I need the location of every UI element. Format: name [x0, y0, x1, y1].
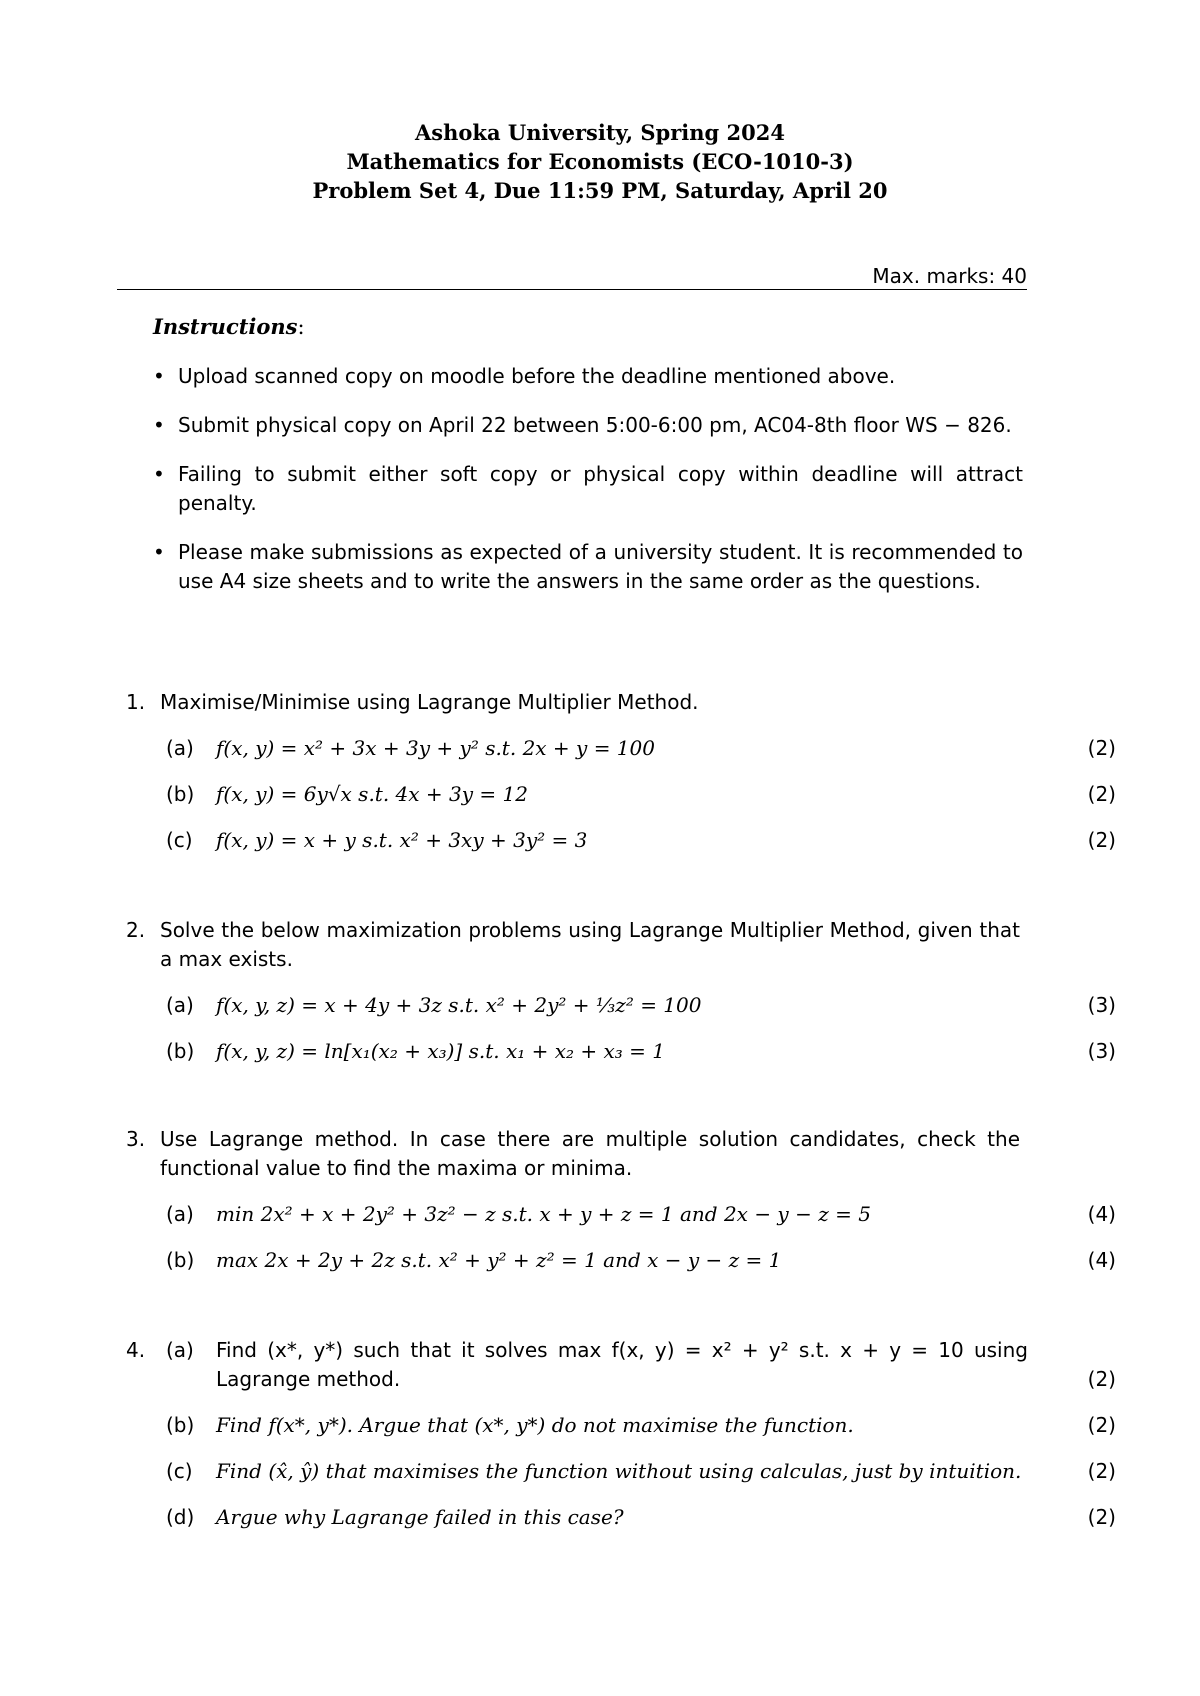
question-part	[166, 734, 1116, 763]
part-text: f(x, y, z) = x + 4y + 3z s.t. x² + 2y² + ⅓z² = 100	[216, 993, 702, 1017]
instruction-item: • Upload scanned copy on moodle before the deadline mentioned above.	[153, 362, 1023, 391]
question-part	[166, 991, 1116, 1020]
part-points: (3)	[1087, 1039, 1116, 1063]
question-number: 1.	[126, 690, 146, 714]
question-part	[166, 826, 1116, 855]
part-text: max 2x + 2y + 2z s.t. x² + y² + z² = 1 and x − y − z = 1	[216, 1248, 782, 1272]
part-label: (b)	[166, 1248, 195, 1272]
part-points: (2)	[1087, 828, 1116, 852]
part-points: (4)	[1087, 1202, 1116, 1226]
instruction-item: • Submit physical copy on April 22 between 5:00-6:00 pm, AC04-8th floor WS − 826.	[153, 411, 1023, 440]
question-part	[166, 1037, 1116, 1066]
question-part	[166, 1411, 1116, 1440]
part-points: (2)	[1087, 1413, 1116, 1437]
question-stem: Maximise/Minimise using Lagrange Multiplier Method.	[160, 690, 699, 714]
part-label: (b)	[166, 1413, 195, 1437]
part-label: (d)	[166, 1505, 195, 1529]
question-number: 4.	[126, 1338, 146, 1362]
question-part	[166, 1503, 1116, 1532]
part-points: (3)	[1087, 993, 1116, 1017]
question-3	[126, 1125, 1116, 1275]
part-label: (a)	[166, 736, 194, 760]
header-university: Ashoka University, Spring 2024	[415, 120, 785, 145]
part-text: f(x, y) = x² + 3x + 3y + y² s.t. 2x + y = 100	[216, 736, 655, 760]
part-points: (2)	[1087, 782, 1116, 806]
header-course: Mathematics for Economists (ECO-1010-3)	[346, 149, 854, 174]
part-label: (c)	[166, 828, 193, 852]
question-stem: Use Lagrange method. In case there are multiple solution candidates, check the functional value to find the maxima or minima.	[160, 1127, 1020, 1180]
question-stem: Solve the below maximization problems using Lagrange Multiplier Method, given that a max exists.	[160, 918, 1020, 971]
part-text: f(x, y) = x + y s.t. x² + 3xy + 3y² = 3	[216, 828, 588, 852]
question-part	[166, 1457, 1116, 1486]
part-text: f(x, y, z) = ln[x₁(x₂ + x₃)] s.t. x₁ + x₂ + x₃ = 1	[216, 1039, 665, 1063]
instructions-heading: Instructions:	[153, 314, 305, 339]
part-points: (4)	[1087, 1248, 1116, 1272]
part-points: (2)	[1087, 736, 1116, 760]
part-points: (2)	[1087, 1367, 1116, 1391]
part-points: (2)	[1087, 1459, 1116, 1483]
question-part	[166, 780, 1116, 809]
header-problem-set: Problem Set 4, Due 11:59 PM, Saturday, April 20	[312, 178, 888, 203]
part-label: (c)	[166, 1459, 193, 1483]
question-part	[166, 1246, 1116, 1275]
question-part	[166, 1200, 1116, 1229]
part-label: (a)	[166, 1338, 194, 1362]
question-1	[126, 688, 1116, 855]
part-label: (b)	[166, 1039, 195, 1063]
part-text: Find (x̂, ŷ) that maximises the function without using calculas, just by intuition.	[216, 1459, 1022, 1483]
part-text: Argue why Lagrange failed in this case?	[216, 1505, 624, 1529]
part-label: (b)	[166, 782, 195, 806]
instruction-item: • Please make submissions as expected of a university student. It is recommended to use A4 size sheets and to write the answers in the same order as the questions.	[153, 538, 1023, 596]
question-number: 2.	[126, 918, 146, 942]
question-2	[126, 916, 1116, 1066]
part-label: (a)	[166, 993, 194, 1017]
question-number: 3.	[126, 1127, 146, 1151]
part-text: Find (x*, y*) such that it solves max f(x, y) = x² + y² s.t. x + y = 10 using Lagrange method.	[216, 1338, 1028, 1391]
instructions-list	[153, 362, 1023, 616]
question-part	[166, 1336, 1116, 1394]
question-4	[126, 1336, 1116, 1532]
part-label: (a)	[166, 1202, 194, 1226]
instruction-item: • Failing to submit either soft copy or physical copy within deadline will attract penalty.	[153, 460, 1023, 518]
part-text: min 2x² + x + 2y² + 3z² − z s.t. x + y + z = 1 and 2x − y − z = 5	[216, 1202, 871, 1226]
part-text: Find f(x*, y*). Argue that (x*, y*) do not maximise the function.	[216, 1413, 854, 1437]
header-divider	[117, 289, 1027, 290]
part-text: f(x, y) = 6y√x s.t. 4x + 3y = 12	[216, 782, 528, 806]
part-points: (2)	[1087, 1505, 1116, 1529]
max-marks: Max. marks: 40	[872, 264, 1027, 288]
